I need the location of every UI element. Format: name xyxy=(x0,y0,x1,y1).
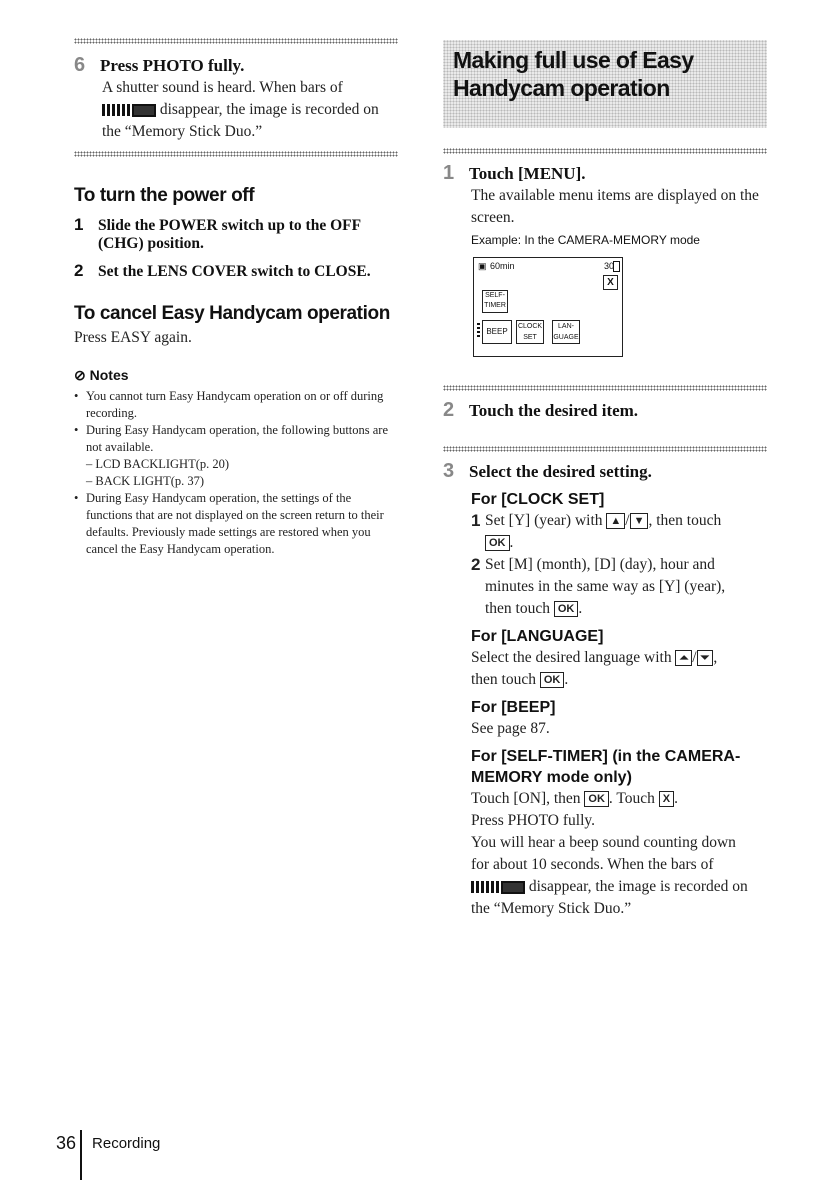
step-title: Select the desired setting. xyxy=(469,462,652,481)
step-text: minutes in the same way as [Y] (year), xyxy=(485,578,726,595)
lcd-screen-example xyxy=(473,257,623,357)
scroll-up-icon: ⏶ xyxy=(675,650,692,666)
step-title: (CHG) position. xyxy=(98,235,204,252)
step-text: The available menu items are displayed on the screen. xyxy=(471,187,759,226)
step-number: 1 xyxy=(74,215,84,234)
step-text: for about 10 seconds. When the bars of xyxy=(471,856,714,873)
step-number: 2 xyxy=(443,399,455,421)
memory-icon xyxy=(132,104,156,117)
step-number: 2 xyxy=(74,261,84,280)
step-text: the “Memory Stick Duo.” xyxy=(471,900,632,917)
step-number: 6 xyxy=(74,54,86,76)
step-text: disappear, the image is recorded on xyxy=(159,101,379,118)
step-title: Slide the POWER switch up to the OFF xyxy=(98,217,362,234)
language-button[interactable]: LAN-GUAGE xyxy=(552,320,580,344)
step-text: Touch [ON], then xyxy=(471,790,581,807)
beep-text: See page 87. xyxy=(471,720,550,737)
ok-icon: OK xyxy=(584,791,609,807)
close-button[interactable]: X xyxy=(603,275,618,290)
up-arrow-icon: ▲ xyxy=(606,513,625,529)
right-column xyxy=(443,40,767,920)
section-heading: To cancel Easy Handycam operation xyxy=(74,303,390,324)
clock-set-button[interactable]: CLOCK SET xyxy=(516,320,544,344)
divider xyxy=(443,148,767,154)
step-title: Touch the desired item. xyxy=(469,401,639,420)
remaining-time: 60min xyxy=(490,261,515,271)
close-icon: X xyxy=(659,791,674,807)
note-item: During Easy Handycam operation, the following buttons are not available. xyxy=(86,423,389,454)
subsection-heading xyxy=(471,746,767,788)
step-text: You will hear a beep sound counting down xyxy=(471,834,736,851)
banner-title: Making full use of Easy Handycam operation xyxy=(453,47,694,101)
note-item: You cannot turn Easy Handycam operation on or off during recording. xyxy=(86,389,384,420)
step-3 xyxy=(443,460,767,920)
power-off-step-2 xyxy=(74,261,398,281)
step-text: Set [Y] (year) with xyxy=(485,512,603,529)
subsection-heading: For [CLOCK SET] xyxy=(471,491,605,508)
sub-step-number: 1 xyxy=(471,511,481,530)
divider xyxy=(74,151,398,157)
step-text: then touch xyxy=(471,671,536,688)
footer-divider xyxy=(80,1130,82,1180)
battery-bars-icon xyxy=(102,104,130,116)
self-timer-text: Touch [ON], then OK . Touch X . Press PHOTO fully. You will hear a beep sound counting down for about 10 seconds. When the bars of disappear, the image is recorded on the “Memory Stick Duo.” xyxy=(471,788,767,920)
section-name: Recording xyxy=(92,1135,161,1152)
language-text: Select the desired language with ⏶ / ⏷ , then touch OK . xyxy=(471,649,718,688)
body-text: Press EASY again. xyxy=(74,329,192,346)
memory-icon xyxy=(501,881,525,894)
step-2 xyxy=(443,399,767,422)
note-subitem: – BACK LIGHT(p. 37) xyxy=(86,474,205,488)
divider xyxy=(443,385,767,391)
subsection-heading-line: For [SELF-TIMER] (in the CAMERA- xyxy=(471,748,741,765)
subsection-heading: For [LANGUAGE] xyxy=(471,628,604,645)
notes-heading-text: Notes xyxy=(89,367,129,383)
divider xyxy=(74,38,398,44)
step-text: Press PHOTO fully. xyxy=(471,812,596,829)
step-title: Set the LENS COVER switch to CLOSE. xyxy=(98,263,371,280)
notes-list: • You cannot turn Easy Handycam operation on or off during recording. • During Easy Handycam operation, the following buttons are not available. – LCD BACKLIGHT(p. 20) – BACK LIGHT(p. 37) • During Easy Handycam operation, the settings of the functions that are not displayed on the screen return to their defaults. Previously made settings are restored when you cancel the Easy Handycam operation. xyxy=(74,388,398,558)
beep-button[interactable]: BEEP xyxy=(482,320,512,344)
clock-step-1: 1 Set [Y] (year) with ▲ / ▼ , then touch OK . xyxy=(471,510,767,554)
example-caption: Example: In the CAMERA-MEMORY mode xyxy=(471,233,700,247)
step-text: the “Memory Stick Duo.” xyxy=(102,123,263,140)
self-timer-button[interactable]: SELF-TIMER xyxy=(482,290,508,313)
subsection-heading: For [BEEP] xyxy=(471,699,556,716)
step-title: Press PHOTO fully. xyxy=(100,56,245,75)
ok-icon: OK xyxy=(485,535,510,551)
step-text: Select the desired language with xyxy=(471,649,672,666)
step-text: then touch xyxy=(485,600,550,617)
page-footer xyxy=(56,1130,160,1180)
battery-bars-icon xyxy=(471,881,499,893)
notes-icon: ⊘ xyxy=(74,367,86,383)
step-1 xyxy=(443,162,767,247)
power-off-step-1 xyxy=(74,215,398,253)
note-item: During Easy Handycam operation, the settings of the functions that are not displayed on the screen return to their defaults. Previously made settings are restored when you cancel the Easy Handycam operation. xyxy=(86,491,384,556)
camera-icon: ▣ xyxy=(478,261,487,271)
section-banner xyxy=(443,40,767,128)
down-arrow-icon: ▼ xyxy=(630,513,649,529)
section-heading: To turn the power off xyxy=(74,185,255,206)
step-6 xyxy=(74,54,398,143)
scroll-indicator xyxy=(477,323,480,339)
divider xyxy=(443,446,767,452)
sub-step-number: 2 xyxy=(471,555,481,574)
step-number: 1 xyxy=(443,162,455,184)
step-text: disappear, the image is recorded on xyxy=(528,878,748,895)
note-subitem: – LCD BACKLIGHT(p. 20) xyxy=(86,457,230,471)
memory-card-icon xyxy=(613,261,620,272)
step-text: . Touch xyxy=(608,790,655,807)
ok-icon: OK xyxy=(554,601,579,617)
step-text: Set [M] (month), [D] (day), hour and xyxy=(485,556,715,573)
clock-step-2: 2 Set [M] (month), [D] (day), hour and minutes in the same way as [Y] (year), then touch OK . xyxy=(471,554,767,620)
step-number: 3 xyxy=(443,460,455,482)
subsection-heading-line: MEMORY mode only) xyxy=(471,769,632,786)
step-text: , then touch xyxy=(648,512,722,529)
image-count: 30 xyxy=(603,261,614,271)
notes-heading xyxy=(74,367,398,384)
page-number: 36 xyxy=(56,1133,77,1153)
scroll-down-icon: ⏷ xyxy=(697,650,714,666)
ok-icon: OK xyxy=(540,672,565,688)
step-text: A shutter sound is heard. When bars of xyxy=(102,79,343,96)
step-title: Touch [MENU]. xyxy=(469,164,586,183)
left-column xyxy=(74,38,398,558)
